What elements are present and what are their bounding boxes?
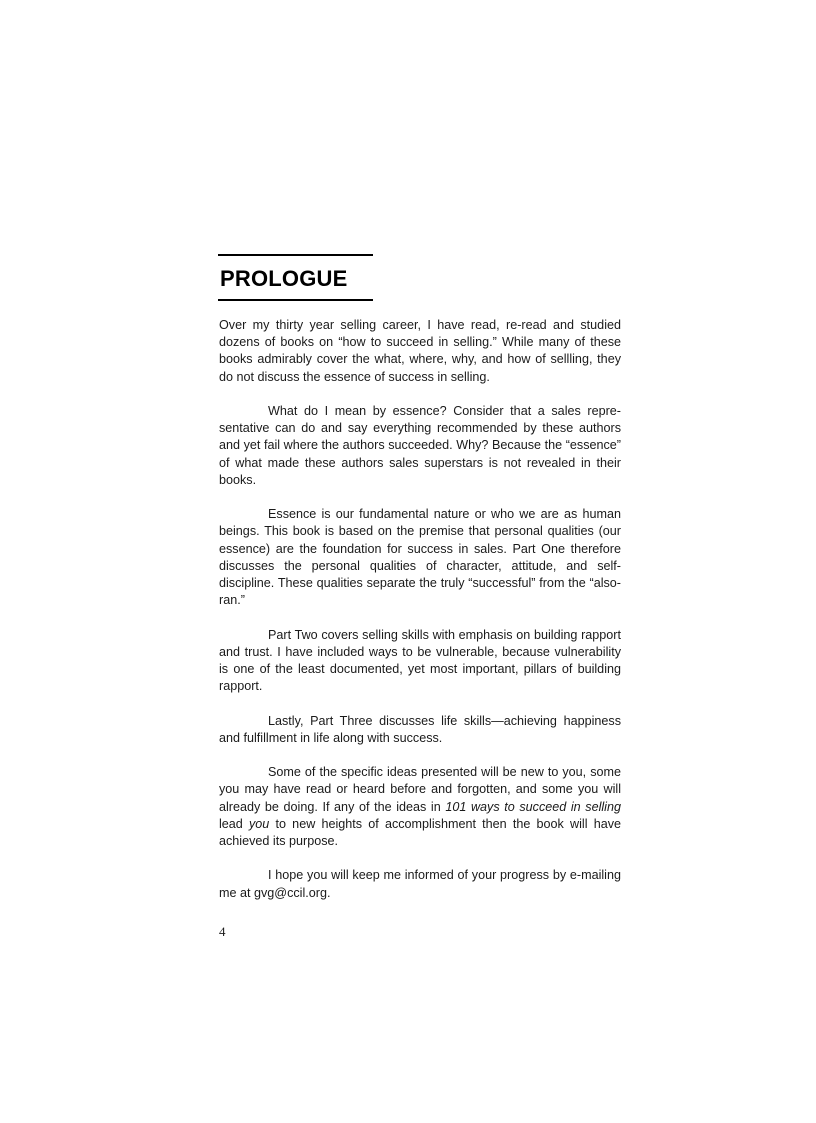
- paragraph-3: Essence is our fundamental nature or who we are as human beings. This book is based on the premise that personal qualities (our essence) are the foundation for success in sales. Part One therefore discusses the personal qualities of character, attitude, and self-discipline. These qualities separate the truly “successful” from the “also-ran.”: [219, 507, 621, 608]
- book-title: 101 ways to succeed in selling: [445, 799, 621, 814]
- paragraph-6: [219, 764, 621, 850]
- bottom-rule: [218, 299, 373, 301]
- paragraph-4: Part Two covers selling skills with emphasis on building rapport and trust. I have included ways to be vulnerable, because vulnerability is one of the least documented, yet most important, pillars of building rapport.: [219, 627, 621, 694]
- chapter-heading-block: [218, 254, 374, 301]
- emphasis-you: you: [249, 816, 270, 831]
- page-number: 4: [219, 924, 226, 939]
- paragraph-6-text-b: lead: [219, 816, 249, 831]
- paragraph-6-text-a: Some of the specific ideas presented will be new to you, some you may have read or heard before and forgotten, and some you will already be doing. If any of the ideas in: [219, 765, 621, 814]
- paragraph-5: Lastly, Part Three discusses life skills—achieving happiness and fulfillment in life along with success.: [219, 713, 621, 745]
- paragraph-6-text-c: to new heights of accomplishment then the book will have achieved its purpose.: [219, 816, 621, 849]
- top-rule: [218, 254, 373, 256]
- prologue-body: [219, 317, 621, 919]
- paragraph-2: What do I mean by essence? Consider that a sales representative can do and say everything recommended by these authors and yet fail where the authors succeeded. Why? Because the “essence” of what made these authors sales superstars is not revealed in their books.: [219, 404, 621, 487]
- paragraph-1: Over my thirty year selling career, I have read, re-read and studied dozens of books on “how to succeed in selling.” While many of these books admirably cover the what, where, why, and how of sellling, they do not discuss the essence of success in selling.: [219, 318, 621, 384]
- chapter-title: PROLOGUE: [220, 266, 348, 291]
- paragraph-7: I hope you will keep me informed of your progress by e-mailing me at gvg@ccil.org.: [219, 868, 621, 900]
